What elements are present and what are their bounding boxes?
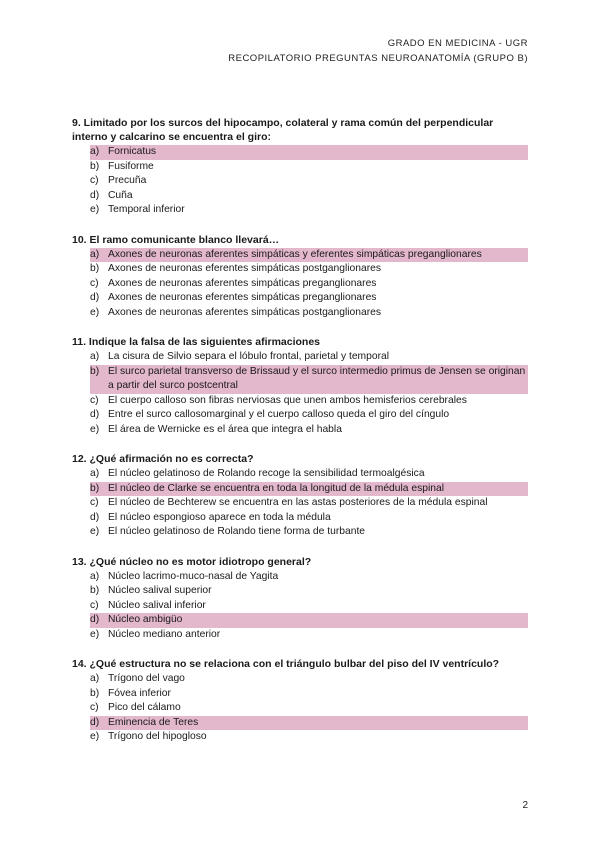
option-letter: c) [90,702,99,713]
option-text: Axones de neuronas aferentes simpáticas postganglionares [108,306,382,318]
answer-option-highlighted [72,482,528,497]
question-block [72,452,528,540]
answer-option [72,730,528,745]
answer-option [72,394,528,409]
option-text: Cuña [108,189,133,201]
answer-options [72,145,528,218]
answer-option [72,628,528,643]
option-letter: a) [90,248,108,263]
option-letter: d) [90,292,100,303]
option-letter: e) [90,306,100,318]
question-block [72,555,528,643]
option-text: Axones de neuronas eferentes simpáticas postganglionares [108,263,382,274]
answer-option [72,672,528,687]
option-text: El área de Wernicke es el área que integra el habla [108,423,342,435]
answer-options [72,467,528,540]
option-letter: b) [90,160,100,172]
option-letter: b) [90,365,108,394]
answer-option [72,496,528,511]
option-letter: c) [90,277,99,289]
option-text: Temporal inferior [108,204,185,215]
option-letter: a) [90,468,100,479]
question-title: 13. ¿Qué núcleo no es motor idiotropo general? [72,555,312,568]
question-block [72,657,528,745]
option-letter: a) [90,145,108,160]
answer-options [72,672,528,745]
option-letter: c) [90,175,99,186]
question-block [72,233,528,321]
answer-option [72,687,528,702]
header-line-1: GRADO EN MEDICINA - UGR [387,38,528,49]
option-text: El núcleo gelatinoso de Rolando tiene forma de turbante [108,526,366,537]
answer-option [72,277,528,292]
option-letter: a) [90,570,100,582]
option-text: Eminencia de Teres [108,716,528,731]
option-text: El núcleo de Clarke se encuentra en toda la longitud de la médula espinal [108,482,528,497]
option-text: El núcleo gelatinoso de Rolando recoge la sensibilidad termoalgésica [108,468,425,479]
option-letter: a) [90,673,100,684]
option-text: Axones de neuronas aferentes simpáticas y eferentes simpáticas preganglionares [108,248,528,263]
header-line-2: RECOPILATORIO PREGUNTAS NEUROANATOMÍA (GRUPO B) [228,53,528,64]
answer-option [72,570,528,585]
option-letter: c) [90,497,99,508]
option-letter: e) [90,423,100,435]
question-title: 10. El ramo comunicante blanco llevará… [72,233,280,246]
answer-option [72,584,528,599]
answer-option [72,408,528,423]
option-text: Precuña [108,175,147,186]
answer-option-highlighted [72,145,528,160]
option-letter: e) [90,526,100,537]
option-text: Fornicatus [108,145,528,160]
answer-option [72,189,528,204]
answer-option [72,262,528,277]
option-letter: b) [90,482,108,497]
answer-option [72,174,528,189]
answer-option-highlighted [72,613,528,628]
option-letter: e) [90,731,100,742]
answer-option [72,291,528,306]
option-text: Trígono del vago [108,673,185,684]
option-text: El cuerpo calloso son fibras nerviosas que unen ambos hemisferios cerebrales [108,394,467,406]
option-text: Fóvea inferior [108,687,171,699]
answer-option [72,599,528,614]
option-letter: d) [90,189,100,201]
option-text: Núcleo mediano anterior [108,628,221,640]
answer-option [72,350,528,365]
option-text: El surco parietal transverso de Brissaud y el surco intermedio primus de Jensen se originan a partir del surco postcentral [108,365,528,394]
answer-option [72,203,528,218]
option-letter: c) [90,599,99,611]
answer-option [72,160,528,175]
page-header [228,36,528,66]
answer-option-highlighted [72,716,528,731]
question-title: 11. Indique la falsa de las siguientes afirmaciones [72,336,321,348]
option-text: Núcleo lacrimo-muco-nasal de Yagita [108,570,279,582]
answer-options [72,570,528,643]
option-letter: d) [90,511,100,523]
option-letter: a) [90,351,100,362]
option-text: Pico del cálamo [108,702,181,713]
option-text: Núcleo salival inferior [108,599,206,611]
answer-option [72,525,528,540]
page-number: 2 [522,800,528,811]
option-text: Entre el surco callosomarginal y el cuerpo calloso queda el giro del cíngulo [108,409,450,420]
question-block [72,335,528,437]
question-title: 12. ¿Qué afirmación no es correcta? [72,453,254,465]
option-text: Axones de neuronas aferentes simpáticas preganglionares [108,277,377,289]
option-letter: d) [90,716,108,731]
option-letter: e) [90,204,100,215]
option-text: Axones de neuronas eferentes simpáticas preganglionares [108,292,377,303]
option-text: El núcleo espongioso aparece en toda la médula [108,511,331,523]
answer-option [72,306,528,321]
option-letter: c) [90,394,99,406]
question-block [72,116,528,218]
option-letter: b) [90,263,100,274]
option-text: El núcleo de Bechterew se encuentra en las astas posteriores de la médula espinal [108,497,488,508]
option-letter: b) [90,687,100,699]
option-letter: b) [90,585,100,596]
answer-option-highlighted [72,365,528,394]
answer-options [72,248,528,321]
question-title: 9. Limitado por los surcos del hipocampo, colateral y rama común del perpendicular interno y calcarino se encuentra el giro: [72,117,494,143]
answer-options [72,350,528,437]
answer-option [72,701,528,716]
answer-option [72,511,528,526]
option-text: Fusiforme [108,160,154,172]
answer-option [72,423,528,438]
option-text: Núcleo ambigüo [108,613,528,628]
option-text: La cisura de Silvio separa el lóbulo frontal, parietal y temporal [108,351,390,362]
option-letter: d) [90,613,108,628]
option-text: Trígono del hipogloso [108,731,207,742]
answer-option [72,467,528,482]
answer-option-highlighted [72,248,528,263]
question-title: 14. ¿Qué estructura no se relaciona con el triángulo bulbar del piso del IV ventrículo? [72,658,500,670]
question-list [72,116,528,760]
option-text: Núcleo salival superior [108,585,212,596]
option-letter: e) [90,628,100,640]
option-letter: d) [90,409,100,420]
